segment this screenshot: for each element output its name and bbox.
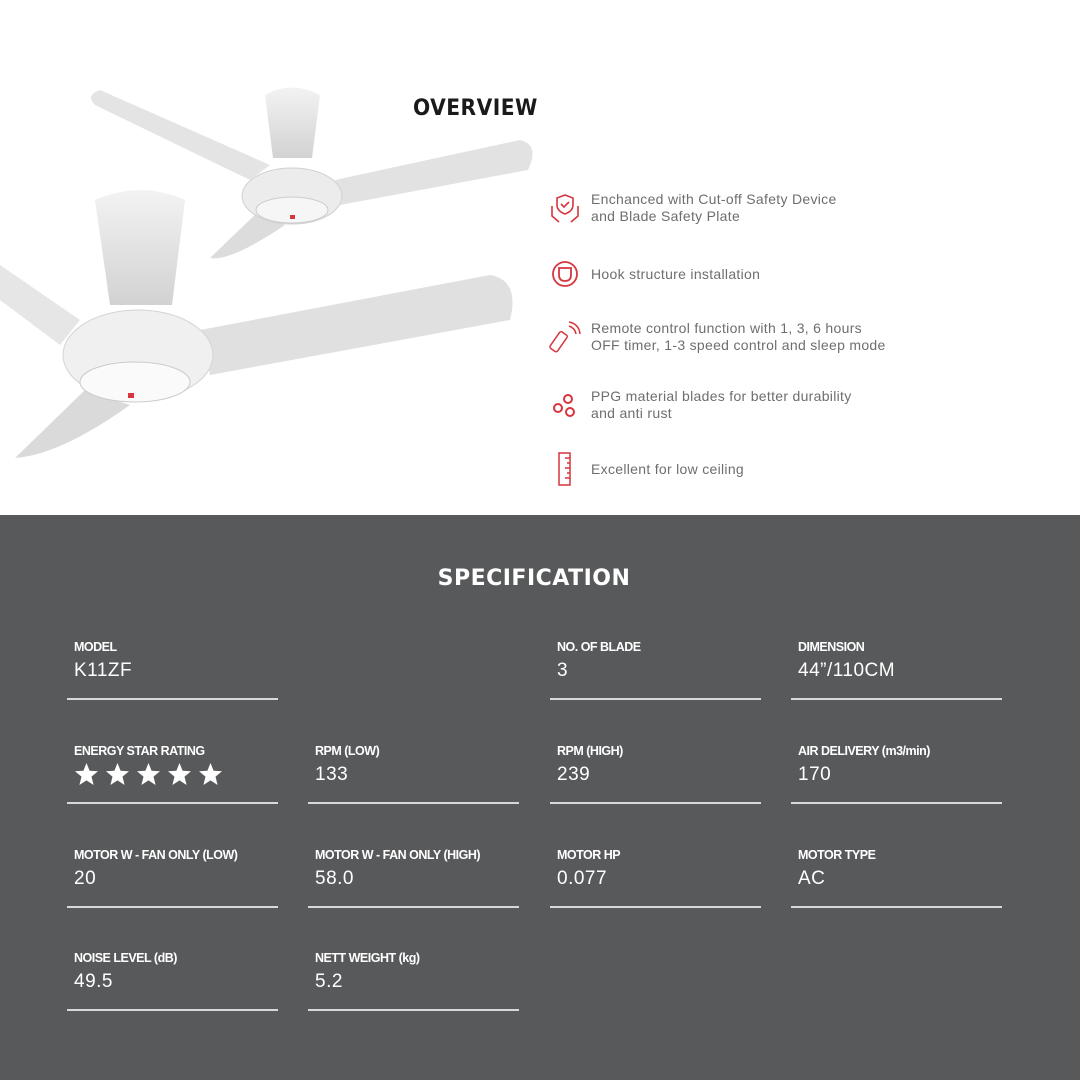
spec-noise [67,951,278,1011]
spec-value: 49.5 [74,971,113,992]
feature-text: Remote control function with 1, 3, 6 hours OFF timer, 1-3 speed control and sleep mode [591,320,886,353]
spec-label: MOTOR HP [557,848,621,862]
remote-control-icon [548,319,582,355]
feature-remote [548,319,886,355]
spec-label: RPM (LOW) [315,744,380,758]
spec-weight [308,951,519,1011]
spec-value: 20 [74,868,97,889]
feature-safety [548,190,837,226]
spec-value: 133 [315,764,349,785]
gears-icon [548,387,582,423]
spec-label: MODEL [74,640,117,654]
spec-label: AIR DELIVERY (m3/min) [798,744,930,758]
star-icon [105,762,130,791]
ceiling-fan-image [0,0,540,515]
spec-motor-low [67,848,278,908]
spec-motor-hp [550,848,761,908]
feature-text: PPG material blades for better durability and anti rust [591,388,852,421]
spec-value: 0.077 [557,868,608,889]
specification-title: SPECIFICATION [437,566,631,591]
feature-text: Hook structure installation [591,265,761,282]
spec-air-delivery [791,744,1002,804]
star-icon [74,762,99,791]
spec-rpm-low [308,744,519,804]
spec-value: 58.0 [315,868,354,889]
feature-hook [548,256,760,292]
spec-motor-type [791,848,1002,908]
feature-text: Excellent for low ceiling [591,460,745,477]
spec-model [67,640,278,700]
ruler-icon [548,451,582,487]
spec-rpm-high [550,744,761,804]
spec-value: 3 [557,660,569,681]
overview-title: OVERVIEW [413,96,538,121]
spec-label: NETT WEIGHT (kg) [315,951,420,965]
spec-label: RPM (HIGH) [557,744,623,758]
spec-label: MOTOR W - FAN ONLY (LOW) [74,848,238,862]
feature-blades [548,387,852,423]
star-icon [136,762,161,791]
spec-energy-rating [67,744,278,804]
feature-text: Enchanced with Cut-off Safety Device and Blade Safety Plate [591,191,837,224]
star-icon [167,762,192,791]
spec-label: DIMENSION [798,640,865,654]
spec-value: 239 [557,764,591,785]
overview-section [0,0,1080,515]
spec-label: MOTOR W - FAN ONLY (HIGH) [315,848,481,862]
spec-motor-high [308,848,519,908]
hook-icon [548,256,582,292]
star-rating [74,762,223,791]
feature-low-ceiling [548,451,744,487]
spec-label: MOTOR TYPE [798,848,876,862]
star-icon [198,762,223,791]
spec-blades [550,640,761,700]
spec-label: NOISE LEVEL (dB) [74,951,177,965]
safety-hands-shield-icon [548,190,582,226]
spec-value: AC [798,868,826,889]
spec-value: K11ZF [74,660,133,681]
spec-dimension [791,640,1002,700]
spec-value: 170 [798,764,832,785]
spec-value: 5.2 [315,971,343,992]
spec-value: 44”/110CM [798,660,896,681]
spec-label: NO. OF BLADE [557,640,641,654]
spec-label: ENERGY STAR RATING [74,744,205,758]
